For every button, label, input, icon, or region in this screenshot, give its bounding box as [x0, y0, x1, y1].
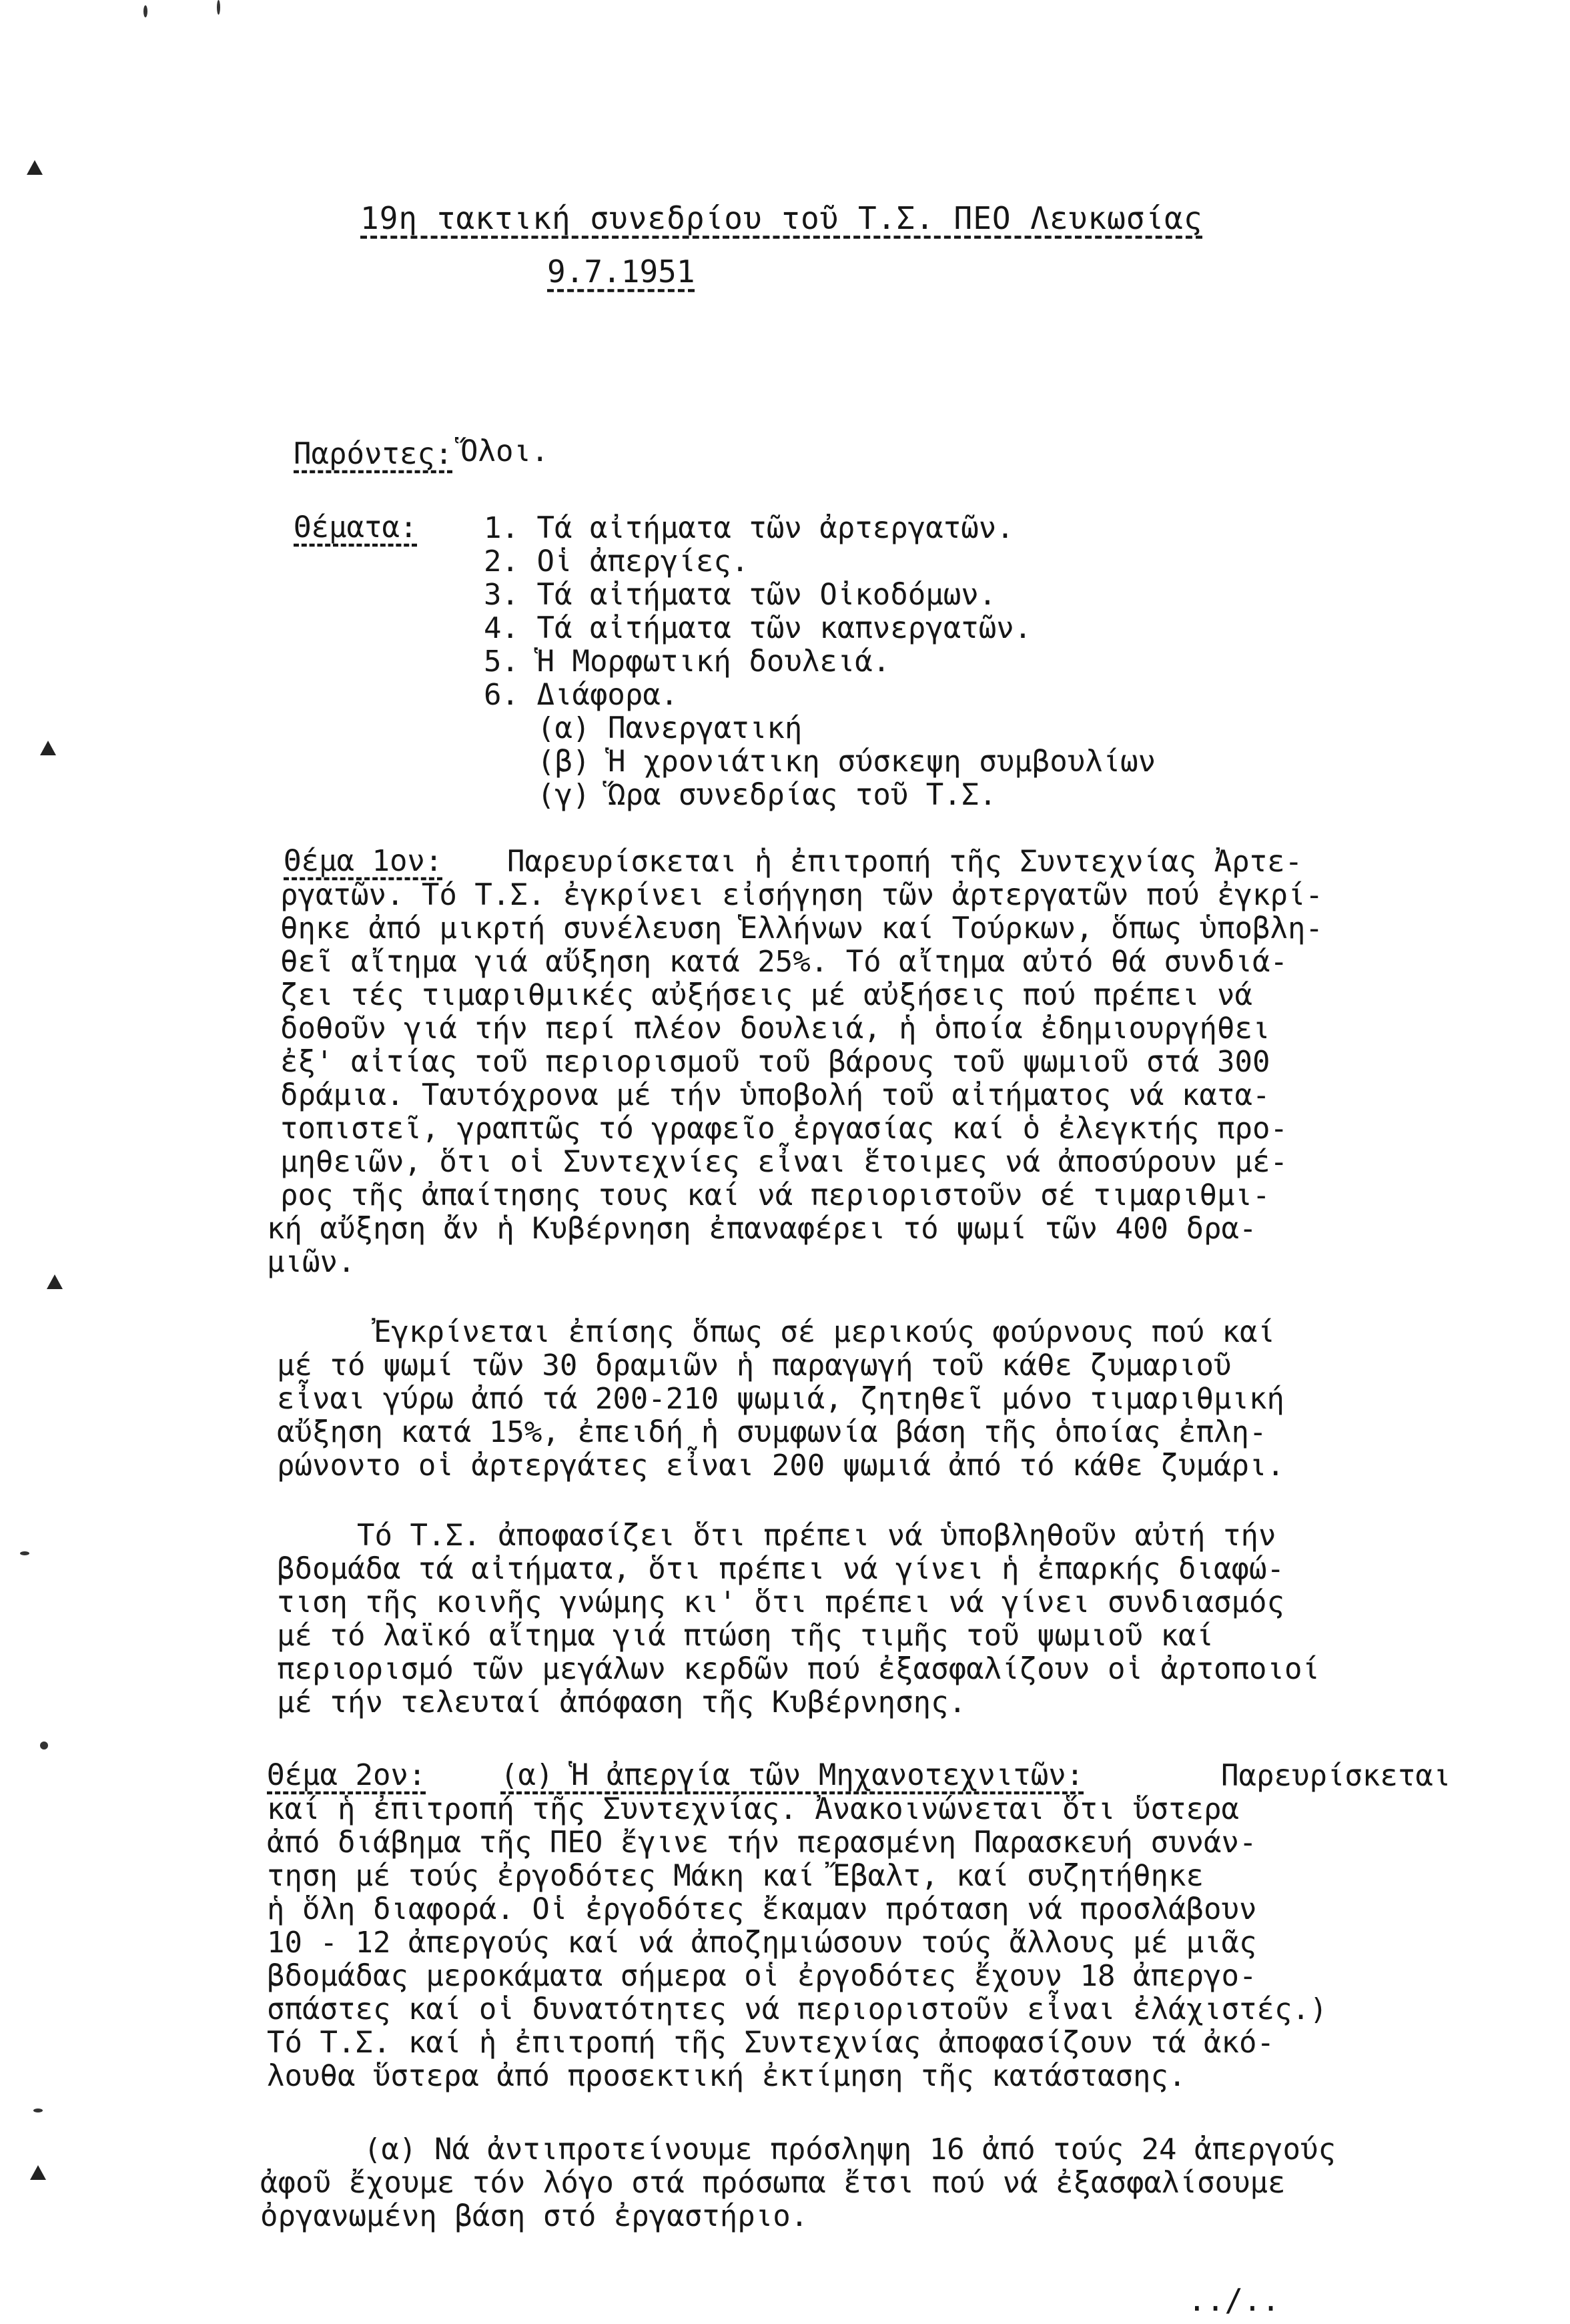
- topic1-para2-line: εἶναι γύρω ἀπό τά 200-210 ψωμιά, ζητηθεῖ μόνο τιμαριθμική: [277, 1382, 1284, 1416]
- topic1-para3-line: τιση τῆς κοινῆς γνώμης κι' ὅτι πρέπει νά γίνει συνδιασμός: [277, 1585, 1284, 1619]
- topic1-line: τοπιστεῖ, γραπτῶς τό γραφεῖο ἐργασίας καί ὁ ἐλεγκτής προ-: [280, 1112, 1288, 1146]
- topic1-line: δοθοῦν γιά τήν περί πλέον δουλειά, ἡ ὁποία ἐδημιουργήθει: [280, 1012, 1270, 1046]
- topic2-para2-line: ἀφοῦ ἔχουμε τόν λόγο στά πρόσωπα ἔτσι πού νά ἐξασφαλίσουμε: [260, 2166, 1286, 2200]
- margin-mark: [30, 2165, 46, 2180]
- topic2-sub-label: (α) Ἡ ἀπεργία τῶν Μηχανοτεχνιτῶν:: [500, 1758, 1084, 1792]
- topic1-para3-line: βδομάδα τά αἰτήματα, ὅτι πρέπει νά γίνει ἡ ἐπαρκής διαφώ-: [277, 1552, 1284, 1586]
- topic2-line: Τό Τ.Σ. καί ἡ ἐπιτροπή τῆς Συντεχνίας ἀποφασίζουν τά ἀκό-: [267, 2026, 1274, 2060]
- page-continuation: ../..: [1188, 2282, 1280, 2318]
- topic2-first-line-rest: Παρευρίσκεται: [1221, 1759, 1451, 1793]
- topics-label: Θέματα:: [294, 510, 418, 544]
- topic1-line: ρος τῆς ἀπαίτησης τους καί νά περιοριστοῦν σέ τιμαριθμι-: [280, 1178, 1270, 1212]
- topic1-line: θηκε ἀπό μικρτή συνέλευση Ἑλλήνων καί Τούρκων, ὅπως ὑποβλη-: [280, 911, 1323, 945]
- document-title: 19η τακτική συνεδρίου τοῦ Τ.Σ. ΠΕΟ Λευκωσίας: [360, 200, 1203, 236]
- topic2-line: τηση μέ τούς ἐργοδότες Μάκη καί Ἔβαλτ, καί συζητήθηκε: [267, 1859, 1204, 1893]
- topic1-first-line: Παρευρίσκεται ἡ ἐπιτροπή τῆς Συντεχνίας Ἀρτε-: [507, 845, 1303, 879]
- topic1-line: δράμια. Ταυτόχρονα μέ τήν ὑποβολή τοῦ αἰτήματος νά κατα-: [280, 1078, 1270, 1112]
- topic-subitem: (β) Ἡ χρονιάτικη σύσκεψη συμβουλίων: [537, 745, 1156, 779]
- speck: [217, 0, 220, 15]
- topic1-line: ζει τές τιμαριθμικές αὐξήσεις μέ αὐξήσεις πού πρέπει νά: [280, 978, 1252, 1012]
- speck: [40, 1741, 48, 1750]
- topic-item: 2. Οἱ ἀπεργίες.: [484, 544, 749, 578]
- margin-mark: [47, 1274, 63, 1289]
- topic-item: 5. Ἡ Μορφωτική δουλειά.: [484, 645, 891, 679]
- topic2-line: 10 - 12 ἀπεργούς καί νά ἀποζημιώσουν τούς ἄλλους μέ μιᾶς: [267, 1926, 1257, 1960]
- topic1-para2-line: Ἐγκρίνεται ἐπίσης ὅπως σέ μερικούς φούρνους πού καί: [374, 1315, 1276, 1349]
- margin-mark: [40, 741, 56, 755]
- topic1-para3-line: μέ τήν τελευταί ἀπόφαση τῆς Κυβέρνησης.: [277, 1685, 967, 1719]
- topic2-line: λουθα ὕστερα ἀπό προσεκτική ἐκτίμηση τῆς κατάστασης.: [267, 2059, 1186, 2093]
- topic-item: 4. Τά αἰτήματα τῶν καπνεργατῶν.: [484, 611, 1032, 645]
- document-date: 9.7.1951: [547, 254, 695, 290]
- topic-item: 6. Διάφορα.: [484, 678, 679, 712]
- topic2-line: σπάστες καί οἱ δυνατότητες νά περιοριστοῦν εἶναι ἐλάχιστές.): [267, 1992, 1328, 2026]
- topic2-para2-line: (α) Νά ἀντιπροτείνουμε πρόσληψη 16 ἀπό τούς 24 ἀπεργούς: [364, 2133, 1336, 2167]
- topic2-line: καί ἡ ἐπιτροπή τῆς Συντεχνίας. Ἀνακοινώνεται ὅτι ὕστερα: [267, 1792, 1239, 1826]
- topic1-line: θεῖ αἴτημα γιά αὔξηση κατά 25%. Τό αἴτημα αὐτό θά συνδιά-: [280, 945, 1288, 979]
- topic-item: 3. Τά αἰτήματα τῶν Οἰκοδόμων.: [484, 578, 997, 612]
- topic1-label: Θέμα 1ον:: [284, 844, 443, 878]
- topic-item: 1. Τά αἰτήματα τῶν ἀρτεργατῶν.: [484, 511, 1014, 545]
- topic2-line: ἡ ὅλη διαφορά. Οἱ ἐργοδότες ἔκαμαν πρόταση νά προσλάβουν: [267, 1892, 1257, 1926]
- topic1-line: κή αὔξηση ἄν ἡ Κυβέρνηση ἐπαναφέρει τό ψωμί τῶν 400 δρα-: [267, 1212, 1257, 1246]
- topic1-line: ἐξ' αἰτίας τοῦ περιορισμοῦ τοῦ βάρους τοῦ ψωμιοῦ στά 300: [280, 1045, 1270, 1079]
- speck: [33, 2108, 43, 2112]
- topic-subitem: (α) Πανεργατική: [537, 711, 803, 745]
- topic1-para2-line: ρώνοντο οἱ ἀρτεργάτες εἶναι 200 ψωμιά ἀπό τό κάθε ζυμάρι.: [277, 1449, 1284, 1483]
- present-label: Παρόντες:: [294, 437, 453, 471]
- topic1-para3-line: Τό Τ.Σ. ἀποφασίζει ὅτι πρέπει νά ὑποβληθοῦν αὐτή τήν: [357, 1519, 1276, 1553]
- topic-subitem: (γ) Ὥρα συνεδρίας τοῦ Τ.Σ.: [537, 778, 997, 812]
- topic1-para2-line: αὔξηση κατά 15%, ἐπειδή ἡ συμφωνία βάση τῆς ὁποίας ἐπλη-: [277, 1415, 1267, 1449]
- topic1-line: μιῶν.: [267, 1245, 356, 1279]
- topic1-para3-line: περιορισμό τῶν μεγάλων κερδῶν πού ἐξασφαλίζουν οἱ ἀρτοποιοί: [277, 1652, 1320, 1686]
- speck: [20, 1551, 29, 1555]
- margin-mark: [27, 160, 43, 175]
- topic1-line: μηθειῶν, ὅτι οἱ Συντεχνίες εἶναι ἕτοιμες νά ἀποσύρουν μέ-: [280, 1145, 1288, 1179]
- present-value: Ὅλοι.: [460, 434, 549, 468]
- topic1-para2-line: μέ τό ψωμί τῶν 30 δραμιῶν ἡ παραγωγή τοῦ κάθε ζυμαριοῦ: [277, 1348, 1232, 1383]
- topic2-line: βδομάδας μεροκάματα σήμερα οἱ ἐργοδότες ἔχουν 18 ἀπεργο-: [267, 1959, 1257, 1993]
- topic1-para3-line: μέ τό λαϊκό αἴτημα γιά πτώση τῆς τιμῆς τοῦ ψωμιοῦ καί: [277, 1619, 1214, 1653]
- topic2-label: Θέμα 2ον:: [267, 1758, 426, 1792]
- speck: [143, 5, 147, 17]
- topic1-line: ργατῶν. Τό Τ.Σ. ἐγκρίνει εἰσήγηση τῶν ἀρτεργατῶν πού ἐγκρί-: [280, 878, 1323, 912]
- topic2-line: ἀπό διάβημα τῆς ΠΕΟ ἔγινε τήν περασμένη Παρασκευή συνάν-: [267, 1826, 1257, 1860]
- topic2-para2-line: ὀργανωμένη βάση στό ἐργαστήριο.: [260, 2199, 809, 2233]
